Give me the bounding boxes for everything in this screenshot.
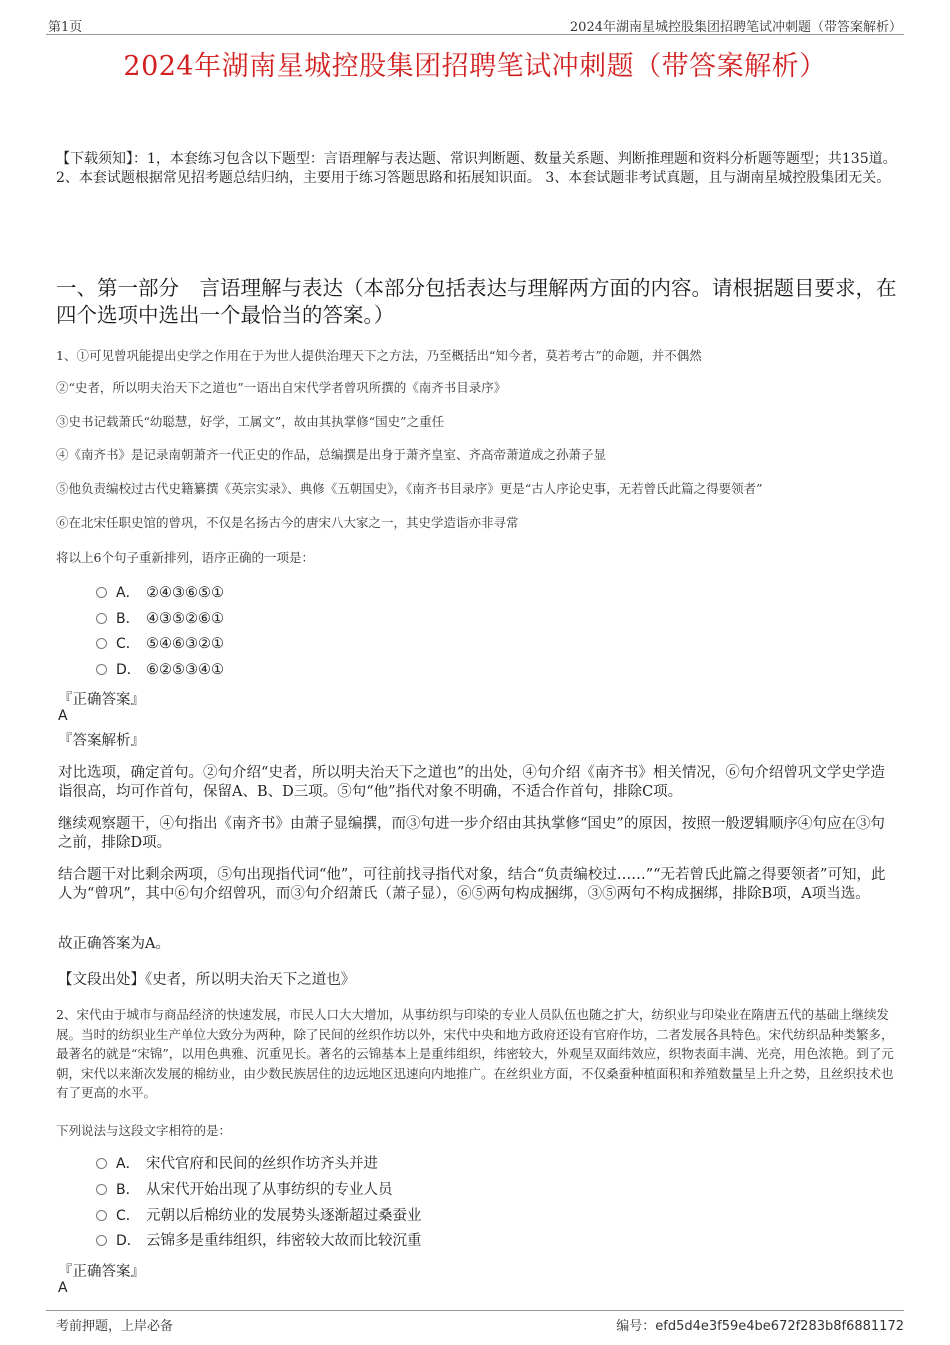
footer-code-label: 编号： xyxy=(616,1319,656,1334)
option-letter: D． xyxy=(116,1233,141,1249)
q1-line-2: ②“史者，所以明夫治天下之道也”一语出自宋代学者曾巩所撰的《南齐书目录序》 xyxy=(56,380,507,395)
q2-answer: A xyxy=(58,1280,68,1296)
q2-answer-label: 『正确答案』 xyxy=(58,1264,145,1280)
q1-analysis-label: 『答案解析』 xyxy=(58,733,145,749)
q1-line-6: ⑥在北宋任职史馆的曾巩，不仅是名扬古今的唐宋八大家之一，其史学造诣亦非寻常 xyxy=(56,515,519,530)
option-letter: D． xyxy=(116,662,141,678)
radio-icon[interactable] xyxy=(96,1210,107,1221)
page-footer xyxy=(46,1310,904,1335)
q1-line-3: ③史书记载萧氏“幼聪慧，好学，工属文”，故由其执掌修“国史”之重任 xyxy=(56,414,445,429)
radio-icon[interactable] xyxy=(96,1158,107,1169)
option-text: 从宋代开始出现了从事纺织的专业人员 xyxy=(146,1182,393,1198)
q1-question: 将以上6个句子重新排列，语序正确的一项是： xyxy=(56,550,314,565)
q1-analysis-para-2: 继续观察题干，④句指出《南齐书》由萧子显编撰，而③句进一步介绍由其执掌修“国史”的原因，按照一般逻辑顺序④句应在③句之前，排除D项。 xyxy=(58,816,885,851)
q2-option-c[interactable] xyxy=(96,1206,422,1226)
q2-option-d[interactable] xyxy=(96,1231,422,1251)
option-letter: B． xyxy=(116,611,140,627)
header-doc-title: 2024年湖南星城控股集团招聘笔试冲刺题（带答案解析） xyxy=(569,20,902,35)
option-text: ⑤④⑥③②① xyxy=(146,636,224,652)
page-number: 第1页 xyxy=(48,20,83,35)
option-text: 宋代官府和民间的丝织作坊齐头并进 xyxy=(146,1156,378,1172)
download-notice: 【下载须知】：1，本套练习包含以下题型：言语理解与表达题、常识判断题、数量关系题、判断推理题和资料分析题等题型；共135道。 2、本套试题根据常见招考题总结归纳，主要用于练习答题思路和拓展知识面。 3、本套试题非考试真题，且与湖南星城控股集团无关。 xyxy=(56,151,897,186)
option-letter: C． xyxy=(116,1208,140,1224)
q2-option-b[interactable] xyxy=(96,1180,393,1200)
radio-icon[interactable] xyxy=(96,664,107,675)
q1-line-4: ④《南齐书》是记录南朝萧齐一代正史的作品，总编撰是出身于萧齐皇室、齐高帝萧道成之孙萧子显 xyxy=(56,447,607,462)
q1-option-d[interactable] xyxy=(96,660,224,680)
footer-slogan: 考前押题，上岸必备 xyxy=(56,1319,174,1334)
q1-option-b[interactable] xyxy=(96,609,224,629)
option-text: ②④③⑥⑤① xyxy=(146,585,224,601)
option-letter: B． xyxy=(116,1182,140,1198)
option-letter: A． xyxy=(116,585,140,601)
q1-line-1: 1、①可见曾巩能提出史学之作用在于为世人提供治理天下之方法，乃至概括出“知今者，莫若考古”的命题，并不偶然 xyxy=(56,348,702,363)
radio-icon[interactable] xyxy=(96,1184,107,1195)
option-text: ④③⑤②⑥① xyxy=(146,611,224,627)
option-text: 元朝以后棉纺业的发展势头逐渐超过桑蚕业 xyxy=(146,1208,422,1224)
page-header xyxy=(46,14,904,35)
q1-analysis-para-4: 故正确答案为A。 xyxy=(58,936,170,952)
q1-option-c[interactable] xyxy=(96,634,224,654)
q1-answer: A xyxy=(58,708,68,724)
q1-answer-label: 『正确答案』 xyxy=(58,692,145,708)
radio-icon[interactable] xyxy=(96,613,107,624)
q1-analysis-para-1: 对比选项，确定首句。②句介绍“史者，所以明夫治天下之道也”的出处，④句介绍《南齐书》相关情况，⑥句介绍曾巩文学史学造诣很高，均可作首句，保留A、B、D三项。⑤句“他”指代对象不明确，不适合作首句，排除C项。 xyxy=(58,765,885,800)
radio-icon[interactable] xyxy=(96,587,107,598)
q2-passage: 2、宋代由于城市与商品经济的快速发展，市民人口大大增加，从事纺织与印染的专业人员队伍也随之扩大，纺织业与印染业在隋唐五代的基础上继续发展。当时的纺织业生产单位大致分为两种，除了民间的丝织作坊以外，宋代中央和地方政府还设有官府作坊，二者发展各具特色。宋代纺织品种类繁多，最著名的就是“宋锦”，以用色典雅、沉重见长。著名的云锦基本上是重纬组织，纬密较大，外观呈双面纬效应，织物表面丰满、光亮，用色浓艳。到了元朝，宋代以来渐次发展的棉纺业，由少数民族居住的边远地区迅速向内地推广。在丝织业方面，不仅桑蚕种植面积和养殖数量呈上升之势，且丝织技术也有了更高的水平。 xyxy=(56,1007,894,1100)
option-text: 云锦多是重纬组织，纬密较大故而比较沉重 xyxy=(146,1233,422,1249)
document-title: 2024年湖南星城控股集团招聘笔试冲刺题（带答案解析） xyxy=(123,51,827,82)
option-text: ⑥②⑤③④① xyxy=(146,662,224,678)
option-letter: C． xyxy=(116,636,140,652)
option-letter: A． xyxy=(116,1156,140,1172)
footer-code-value: efd5d4e3f59e4be672f283b8f6881172 xyxy=(655,1319,904,1334)
q2-question: 下列说法与这段文字相符的是： xyxy=(56,1123,232,1138)
q1-line-5: ⑤他负责编校过古代史籍纂撰《英宗实录》、典修《五朝国史》，《南齐书目录序》更是“古人序论史事，无若曾氏此篇之得要领者” xyxy=(56,481,763,496)
q1-option-a[interactable] xyxy=(96,583,224,603)
q2-option-a[interactable] xyxy=(96,1154,378,1174)
footer-code xyxy=(616,1315,904,1334)
radio-icon[interactable] xyxy=(96,638,107,649)
section-heading: 一、第一部分 言语理解与表达（本部分包括表达与理解两方面的内容。请根据题目要求，在四个选项中选出一个最恰当的答案。） xyxy=(56,276,897,327)
q1-source: 【文段出处】《史者，所以明夫治天下之道也》 xyxy=(58,972,356,988)
radio-icon[interactable] xyxy=(96,1235,107,1246)
q1-analysis-para-3: 结合题干对比剩余两项，⑤句出现指代词“他”，可往前找寻指代对象，结合“负责编校过……”“无若曾氏此篇之得要领者”可知，此人为“曾巩”，其中⑥句介绍曾巩，而③句介绍萧氏（萧子显），⑥⑤两句构成捆绑，③⑤两句不构成捆绑，排除B项，A项当选。 xyxy=(58,867,886,902)
